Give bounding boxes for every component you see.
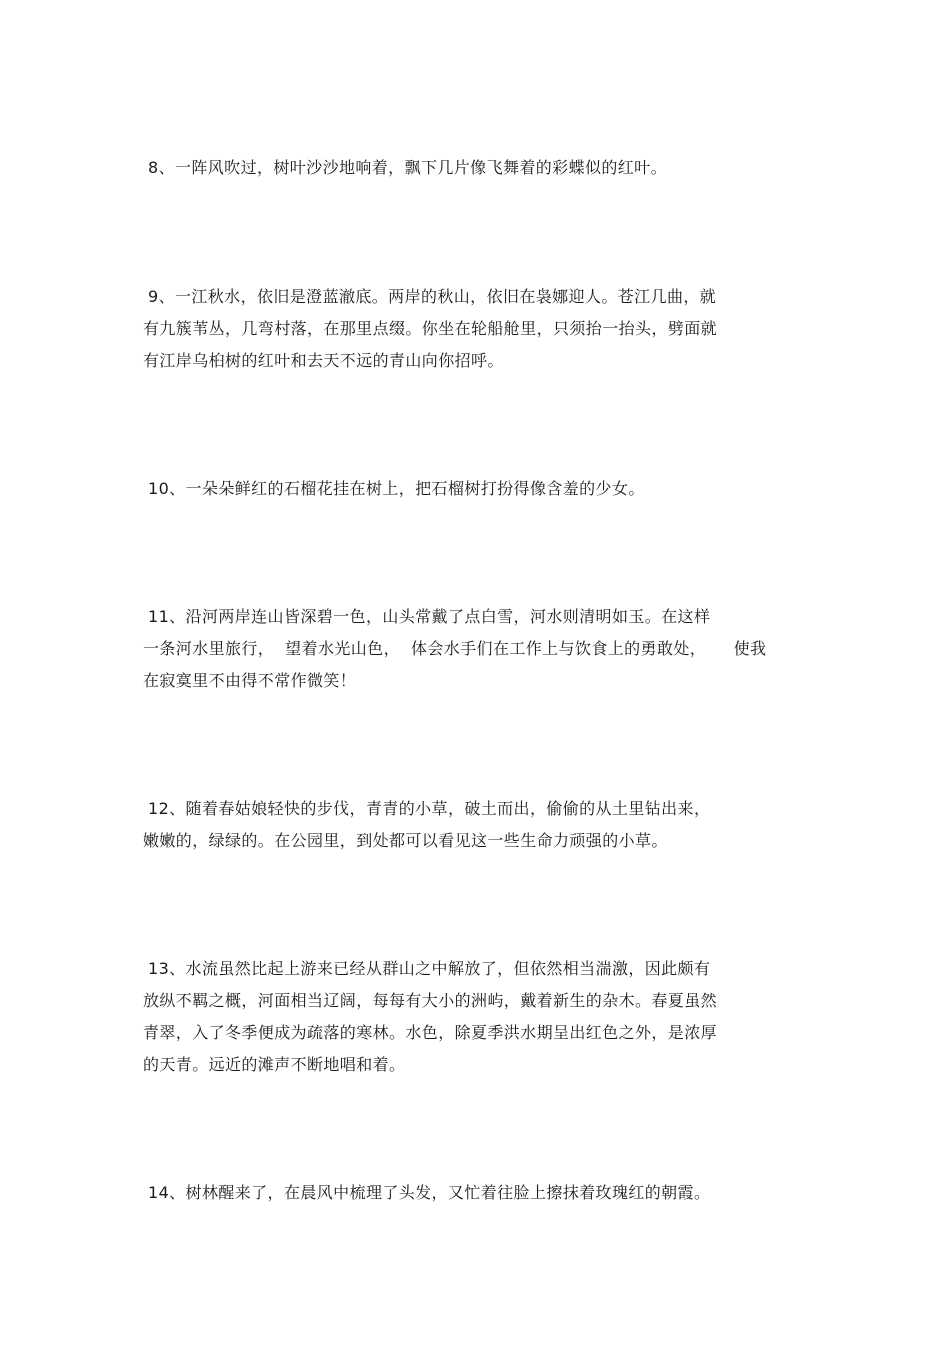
paragraph-line: 有九簇苇丛，几弯村落，在那里点缀。你坐在轮船舱里，只须抬一抬头，劈面就 xyxy=(143,319,718,338)
paragraph-line: 8、一阵风吹过，树叶沙沙地响着，飘下几片像飞舞着的彩蝶似的红叶。 xyxy=(148,158,667,177)
paragraph-line: 12、随着春姑娘轻快的步伐，青青的小草，破土而出，偷偷的从土里钻出来， xyxy=(148,799,711,818)
paragraph-line: 10、一朵朵鲜红的石榴花挂在树上，把石榴树打扮得像含羞的少女。 xyxy=(148,479,645,498)
paragraph-line: 14、树林醒来了，在晨风中梳理了头发，又忙着往脸上擦抹着玫瑰红的朝霞。 xyxy=(148,1183,711,1202)
paragraph-line: 的天青。远近的滩声不断地唱和着。 xyxy=(143,1055,406,1074)
paragraph-8 xyxy=(143,152,667,184)
paragraph-10 xyxy=(143,473,645,505)
paragraph-line: 在寂寞里不由得不常作微笑！ xyxy=(143,671,357,690)
paragraph-13 xyxy=(143,953,717,1081)
paragraph-line: 青翠，入了冬季便成为疏落的寒林。水色，除夏季洪水期呈出红色之外，是浓厚 xyxy=(143,1023,718,1042)
paragraph-12 xyxy=(143,793,710,857)
paragraph-9 xyxy=(143,281,717,377)
paragraph-line: 13、水流虽然比起上游来已经从群山之中解放了，但依然相当湍激，因此颇有 xyxy=(148,959,711,978)
paragraph-14 xyxy=(143,1177,710,1209)
paragraph-line: 放纵不羁之概，河面相当辽阔，每每有大小的洲屿，戴着新生的杂木。春夏虽然 xyxy=(143,991,718,1010)
paragraph-line: 一条河水里旅行， 望着水光山色， 体会水手们在工作上与饮食上的勇敢处， 使我 xyxy=(143,639,767,658)
paragraph-line: 9、一江秋水，依旧是澄蓝澈底。两岸的秋山，依旧在袅娜迎人。苍江几曲，就 xyxy=(148,287,717,306)
paragraph-line: 嫩嫩的，绿绿的。在公园里，到处都可以看见这一些生命力顽强的小草。 xyxy=(143,831,668,850)
paragraph-11 xyxy=(143,601,766,697)
paragraph-line: 11、沿河两岸连山皆深碧一色，山头常戴了点白雪，河水则清明如玉。在这样 xyxy=(148,607,711,626)
paragraph-line: 有江岸乌桕树的红叶和去天不远的青山向你招呼。 xyxy=(143,351,504,370)
